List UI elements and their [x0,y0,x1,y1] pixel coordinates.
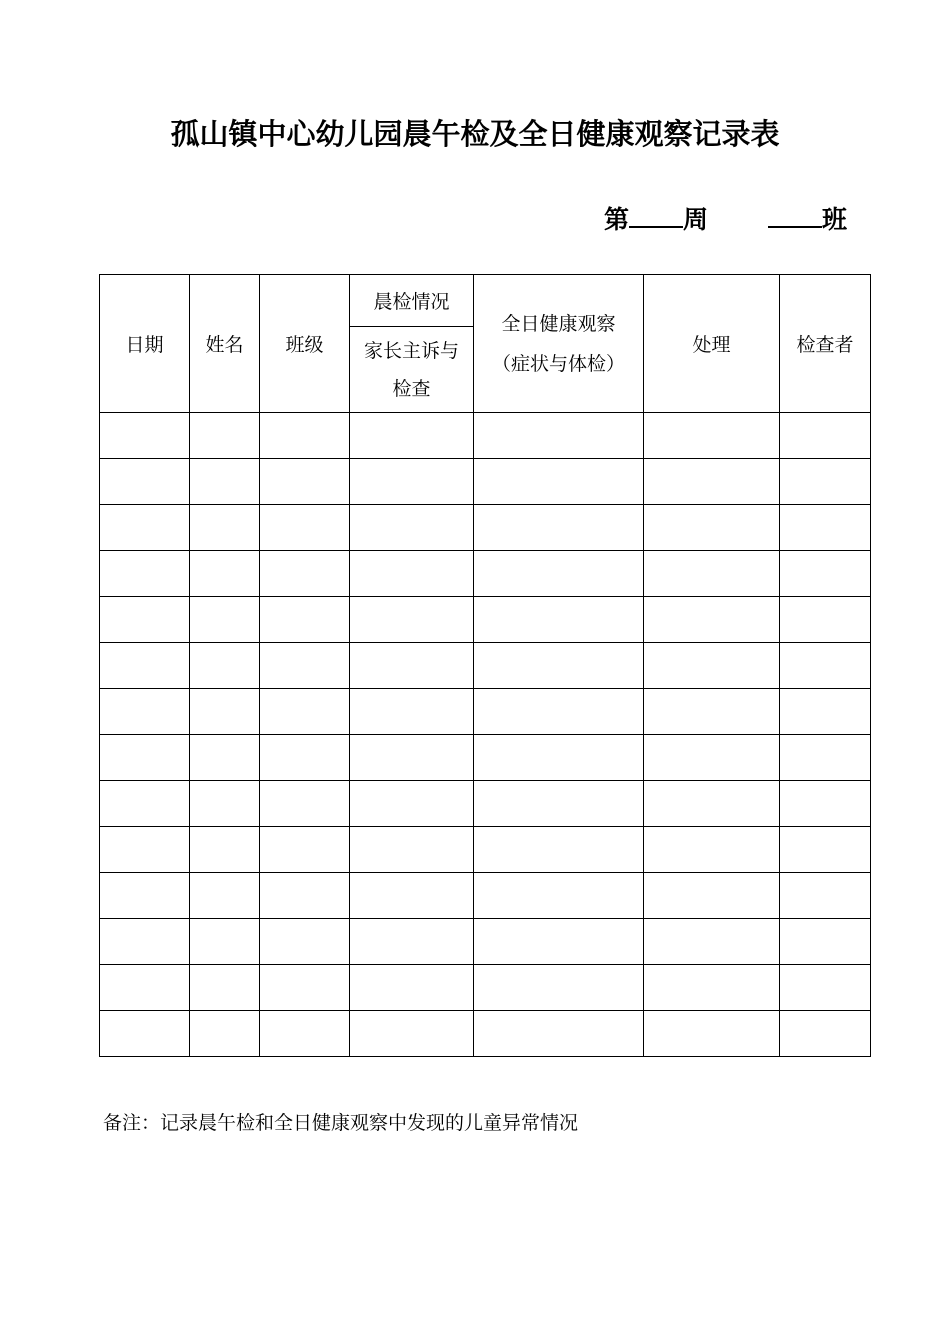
cell-name[interactable] [190,643,260,689]
cell-inspector[interactable] [780,689,871,735]
header-parent-complaint [350,327,474,413]
cell-date[interactable] [100,827,190,873]
table-row [100,505,871,551]
cell-fullday-observation[interactable] [474,597,644,643]
cell-name[interactable] [190,597,260,643]
cell-parent-complaint[interactable] [350,781,474,827]
cell-fullday-observation[interactable] [474,459,644,505]
cell-name[interactable] [190,689,260,735]
cell-class[interactable] [260,551,350,597]
cell-parent-complaint[interactable] [350,689,474,735]
cell-parent-complaint[interactable] [350,873,474,919]
page-title: 孤山镇中心幼儿园晨午检及全日健康观察记录表 [170,117,780,151]
header-parent-line2: 检查 [392,377,431,400]
cell-class[interactable] [260,735,350,781]
cell-date[interactable] [100,873,190,919]
cell-parent-complaint[interactable] [350,735,474,781]
cell-parent-complaint[interactable] [350,413,474,459]
cell-date[interactable] [100,459,190,505]
cell-class[interactable] [260,643,350,689]
cell-fullday-observation[interactable] [474,965,644,1011]
cell-handling[interactable] [644,827,780,873]
header-handling: 处理 [644,275,780,413]
header-class: 班级 [260,275,350,413]
table-row [100,965,871,1011]
cell-class[interactable] [260,689,350,735]
table-row [100,735,871,781]
cell-fullday-observation[interactable] [474,689,644,735]
week-label: 周 [683,205,709,234]
cell-handling[interactable] [644,551,780,597]
table-row [100,873,871,919]
cell-parent-complaint[interactable] [350,1011,474,1057]
header-fullday-line1: 全日健康观察 [501,312,616,335]
table-row [100,643,871,689]
cell-class[interactable] [260,505,350,551]
cell-parent-complaint[interactable] [350,459,474,505]
header-parent-line1: 家长主诉与 [363,339,459,362]
header-date: 日期 [100,275,190,413]
table-row [100,827,871,873]
cell-inspector[interactable] [780,919,871,965]
cell-name[interactable] [190,965,260,1011]
table-row [100,781,871,827]
health-record-table [99,274,871,1057]
cell-name[interactable] [190,413,260,459]
cell-parent-complaint[interactable] [350,827,474,873]
cell-handling[interactable] [644,1011,780,1057]
cell-date[interactable] [100,551,190,597]
cell-class[interactable] [260,597,350,643]
cell-fullday-observation[interactable] [474,1011,644,1057]
cell-inspector[interactable] [780,781,871,827]
cell-name[interactable] [190,781,260,827]
cell-fullday-observation[interactable] [474,781,644,827]
cell-fullday-observation[interactable] [474,827,644,873]
cell-handling[interactable] [644,965,780,1011]
cell-date[interactable] [100,919,190,965]
cell-name[interactable] [190,735,260,781]
cell-handling[interactable] [644,873,780,919]
cell-class[interactable] [260,1011,350,1057]
cell-parent-complaint[interactable] [350,505,474,551]
cell-inspector[interactable] [780,505,871,551]
week-prefix: 第 [604,205,630,234]
cell-parent-complaint[interactable] [350,643,474,689]
table-row [100,551,871,597]
cell-date[interactable] [100,597,190,643]
cell-name[interactable] [190,459,260,505]
class-label: 班 [822,205,848,234]
cell-class[interactable] [260,827,350,873]
header-morning-check: 晨检情况 [350,275,474,327]
cell-date[interactable] [100,1011,190,1057]
table-row [100,919,871,965]
cell-date[interactable] [100,413,190,459]
table-row [100,413,871,459]
cell-parent-complaint[interactable] [350,919,474,965]
cell-fullday-observation[interactable] [474,551,644,597]
cell-date[interactable] [100,643,190,689]
cell-handling[interactable] [644,781,780,827]
cell-inspector[interactable] [780,965,871,1011]
cell-fullday-observation[interactable] [474,505,644,551]
cell-parent-complaint[interactable] [350,551,474,597]
cell-date[interactable] [100,965,190,1011]
week-number-blank[interactable] [629,204,683,228]
cell-inspector[interactable] [780,1011,871,1057]
cell-inspector[interactable] [780,873,871,919]
cell-name[interactable] [190,505,260,551]
cell-name[interactable] [190,1011,260,1057]
cell-handling[interactable] [644,643,780,689]
cell-parent-complaint[interactable] [350,965,474,1011]
cell-inspector[interactable] [780,827,871,873]
cell-class[interactable] [260,781,350,827]
cell-fullday-observation[interactable] [474,873,644,919]
footnote: 备注：记录晨午检和全日健康观察中发现的儿童异常情况 [103,1112,579,1134]
cell-inspector[interactable] [780,459,871,505]
cell-class[interactable] [260,413,350,459]
cell-fullday-observation[interactable] [474,735,644,781]
table-row [100,597,871,643]
table-row [100,689,871,735]
cell-date[interactable] [100,781,190,827]
cell-handling[interactable] [644,597,780,643]
class-name-blank[interactable] [768,204,822,228]
cell-inspector[interactable] [780,597,871,643]
cell-date[interactable] [100,505,190,551]
cell-date[interactable] [100,735,190,781]
cell-fullday-observation[interactable] [474,919,644,965]
cell-name[interactable] [190,873,260,919]
table-row [100,1011,871,1057]
cell-class[interactable] [260,919,350,965]
cell-parent-complaint[interactable] [350,597,474,643]
cell-date[interactable] [100,689,190,735]
cell-name[interactable] [190,827,260,873]
cell-inspector[interactable] [780,643,871,689]
cell-inspector[interactable] [780,551,871,597]
cell-fullday-observation[interactable] [474,413,644,459]
cell-handling[interactable] [644,735,780,781]
cell-inspector[interactable] [780,735,871,781]
cell-class[interactable] [260,873,350,919]
cell-name[interactable] [190,551,260,597]
cell-fullday-observation[interactable] [474,643,644,689]
header-name: 姓名 [190,275,260,413]
cell-handling[interactable] [644,689,780,735]
cell-handling[interactable] [644,459,780,505]
record-body [100,413,871,1057]
cell-handling[interactable] [644,413,780,459]
cell-handling[interactable] [644,505,780,551]
header-fullday-line2: （症状与体检） [491,352,625,375]
header-inspector: 检查者 [780,275,871,413]
cell-class[interactable] [260,459,350,505]
week-class-line [604,200,847,236]
cell-name[interactable] [190,919,260,965]
cell-class[interactable] [260,965,350,1011]
table-row [100,459,871,505]
header-fullday-observation [474,275,644,413]
cell-inspector[interactable] [780,413,871,459]
cell-handling[interactable] [644,919,780,965]
